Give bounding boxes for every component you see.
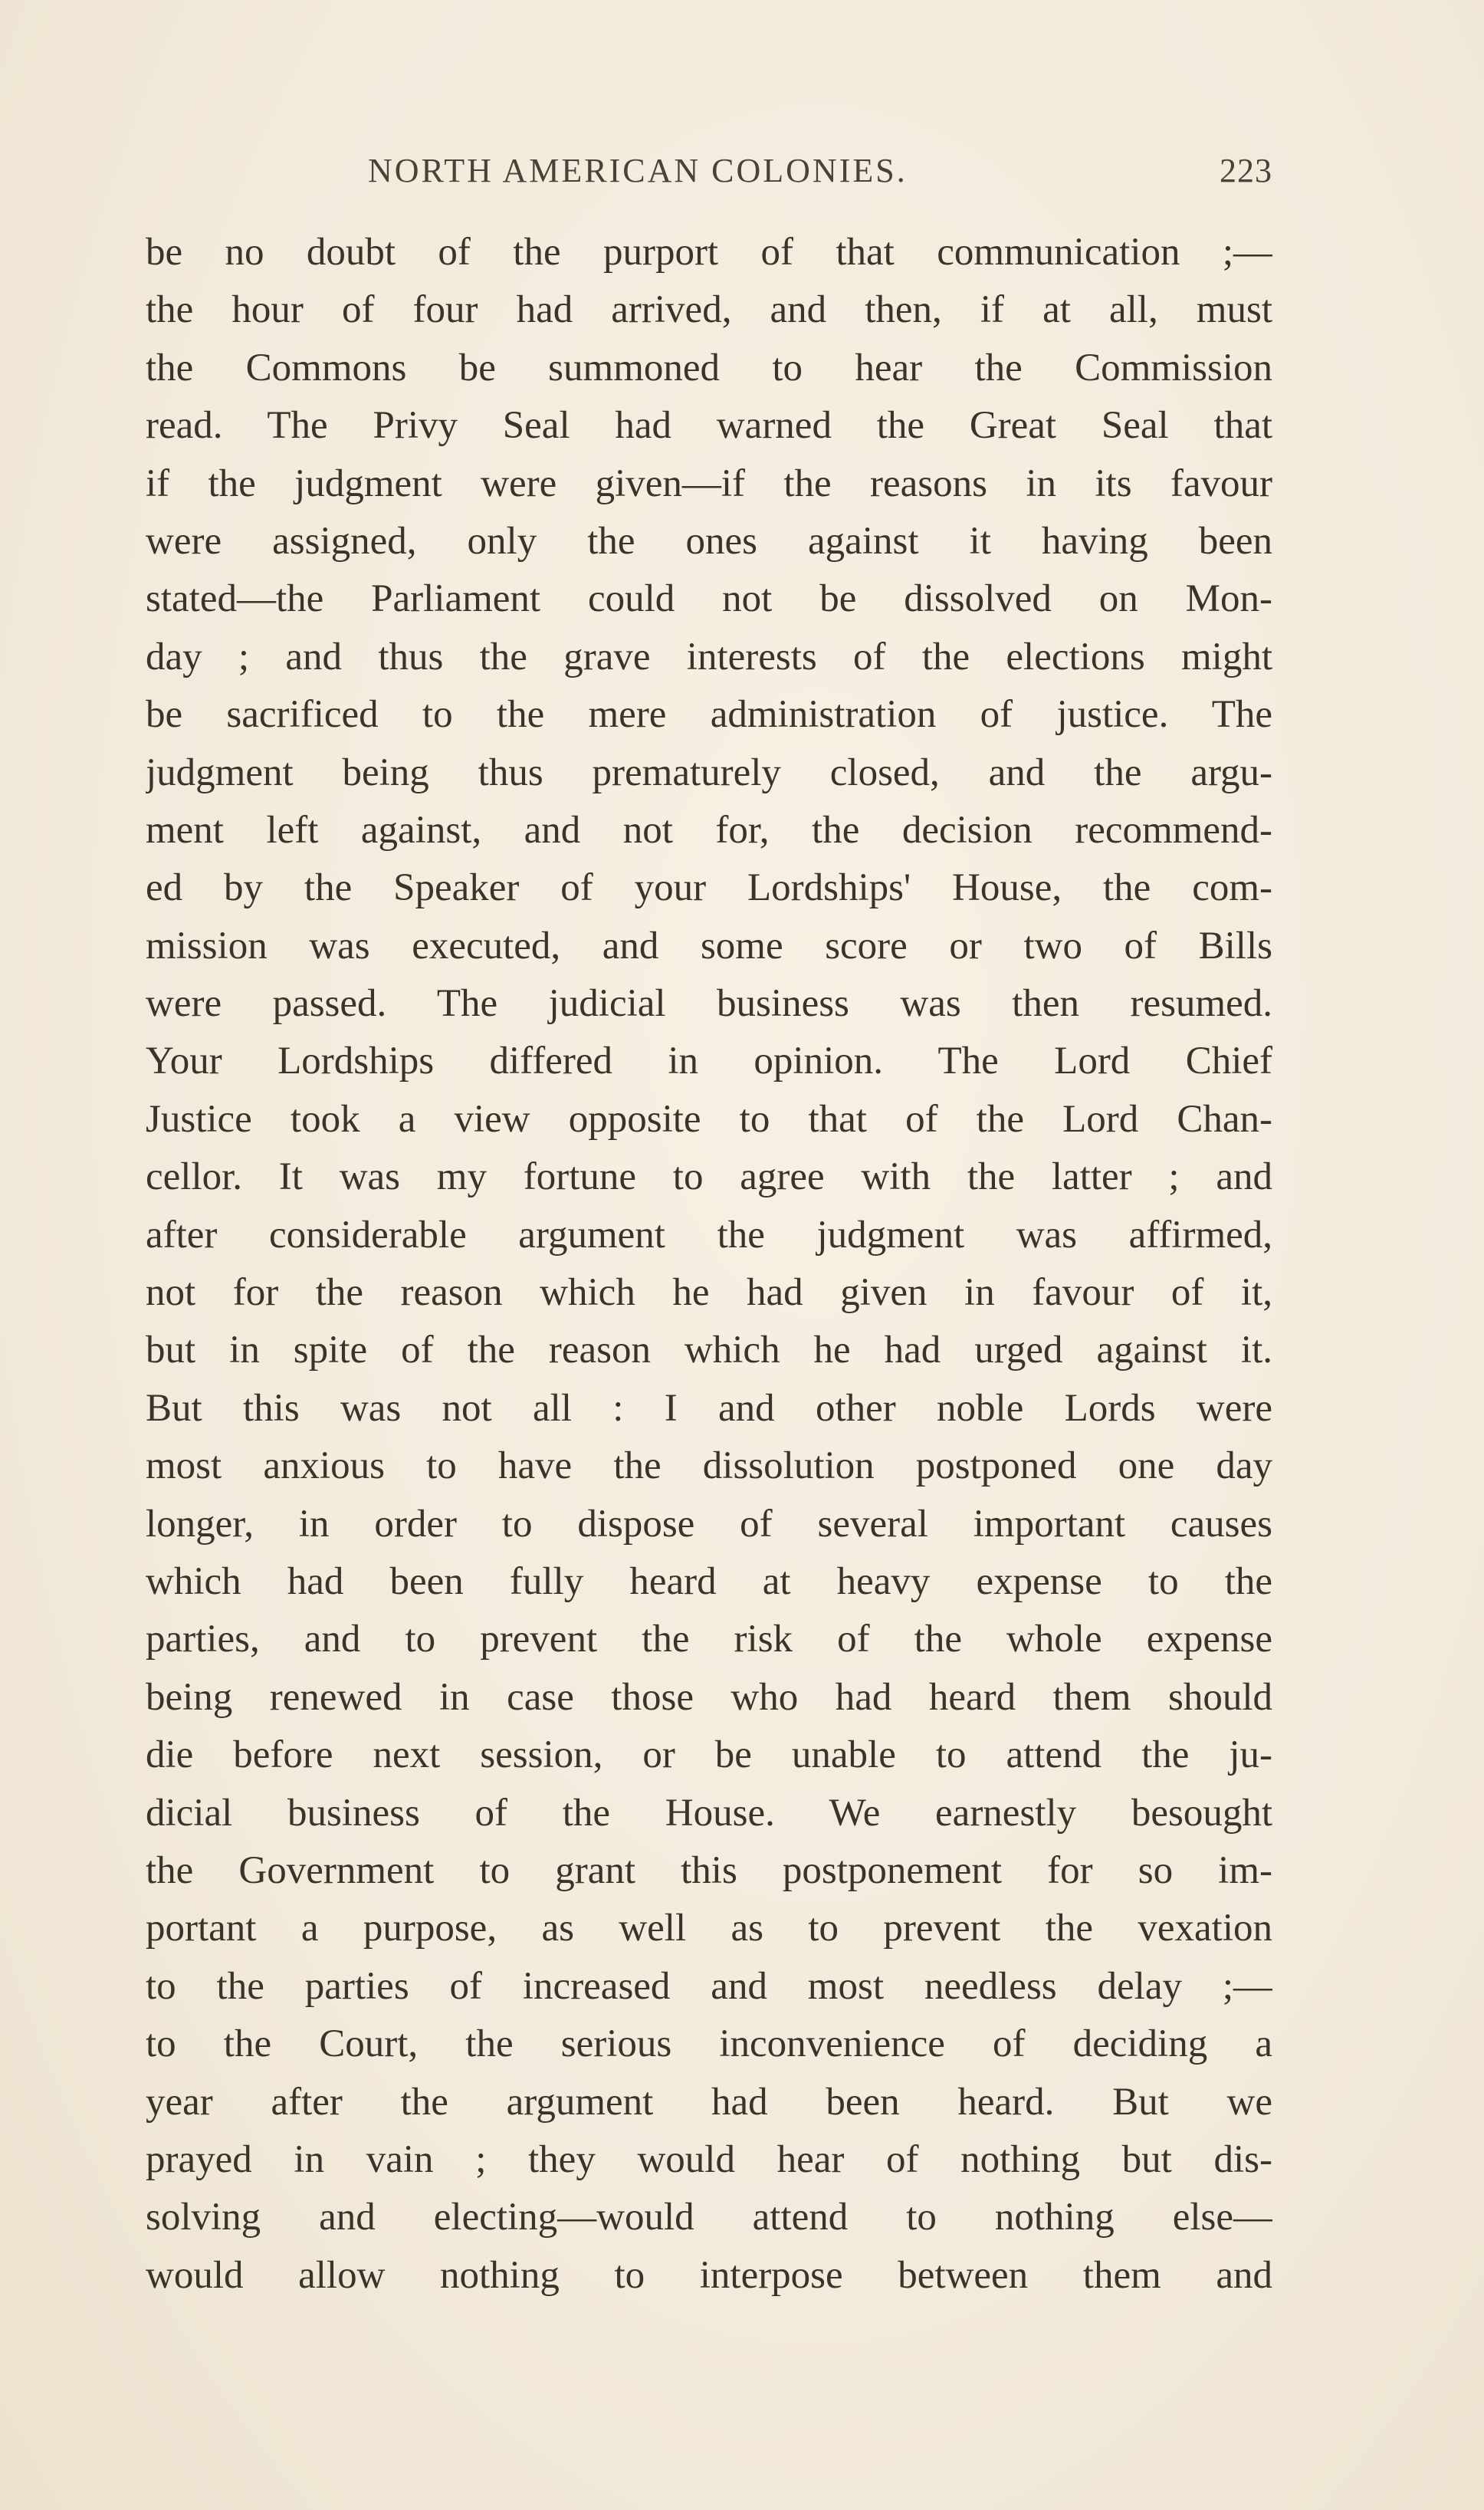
body-text: [146, 224, 1272, 2305]
page-header: [146, 140, 1272, 202]
text-line: read. The Privy Seal had warned the Great Seal that: [146, 404, 1272, 448]
page-number: 223: [1220, 152, 1272, 189]
text-line: being renewed in case those who had heard them should: [146, 1675, 1272, 1719]
text-line: were passed. The judicial business was then resumed.: [146, 982, 1272, 1026]
text-line: cellor. It was my fortune to agree with the latter ; and: [146, 1155, 1272, 1199]
text-line: longer, in order to dispose of several important causes: [146, 1502, 1272, 1546]
text-line: parties, and to prevent the risk of the whole expense: [146, 1618, 1272, 1661]
text-line: But this was not all : I and other noble Lords were: [146, 1386, 1272, 1430]
text-line: day ; and thus the grave interests of the elections might: [146, 635, 1272, 678]
text-line: year after the argument had been heard. But we: [146, 2080, 1272, 2124]
text-line: to the Court, the serious inconvenience of deciding a: [146, 2022, 1272, 2066]
text-line: die before next session, or be unable to attend the ju-: [146, 1733, 1272, 1777]
text-line: solving and electing—would attend to nothing else—: [146, 2196, 1272, 2239]
text-line: if the judgment were given—if the reasons in its favour: [146, 462, 1272, 505]
text-line: the Government to grant this postponement for so im-: [146, 1848, 1272, 1892]
text-line: would allow nothing to interpose between them and: [146, 2253, 1272, 2297]
text-line: prayed in vain ; they would hear of nothing but dis-: [146, 2137, 1272, 2181]
text-line: dicial business of the House. We earnestly besought: [146, 1791, 1272, 1835]
text-line: mission was executed, and some score or two of Bills: [146, 924, 1272, 968]
text-line: portant a purpose, as well as to prevent the vexation: [146, 1907, 1272, 1950]
text-line: most anxious to have the dissolution postponed one day: [146, 1444, 1272, 1488]
text-line: ment left against, and not for, the decision recommend-: [146, 808, 1272, 852]
text-line: but in spite of the reason which he had urged against it.: [146, 1329, 1272, 1372]
text-line: judgment being thus prematurely closed, and the argu-: [146, 751, 1272, 794]
text-line: the Commons be summoned to hear the Commission: [146, 346, 1272, 389]
text-line: ed by the Speaker of your Lordships' House, the com-: [146, 866, 1272, 910]
text-line: be no doubt of the purport of that communication ;—: [146, 231, 1272, 274]
text-line: Justice took a view opposite to that of the Lord Chan-: [146, 1097, 1272, 1141]
text-line: Your Lordships differed in opinion. The Lord Chief: [146, 1040, 1272, 1083]
text-line: after considerable argument the judgment was affirmed,: [146, 1213, 1272, 1257]
text-line: stated—the Parliament could not be dissolved on Mon-: [146, 577, 1272, 621]
text-line: were assigned, only the ones against it having been: [146, 519, 1272, 563]
text-line: be sacrificed to the mere administration of justice. The: [146, 693, 1272, 737]
text-line: to the parties of increased and most needless delay ;—: [146, 1964, 1272, 2008]
text-line: which had been fully heard at heavy expense to the: [146, 1559, 1272, 1603]
text-line: not for the reason which he had given in favour of it,: [146, 1271, 1272, 1315]
running-head: NORTH AMERICAN COLONIES.: [368, 152, 908, 189]
text-line: the hour of four had arrived, and then, if at all, must: [146, 288, 1272, 332]
